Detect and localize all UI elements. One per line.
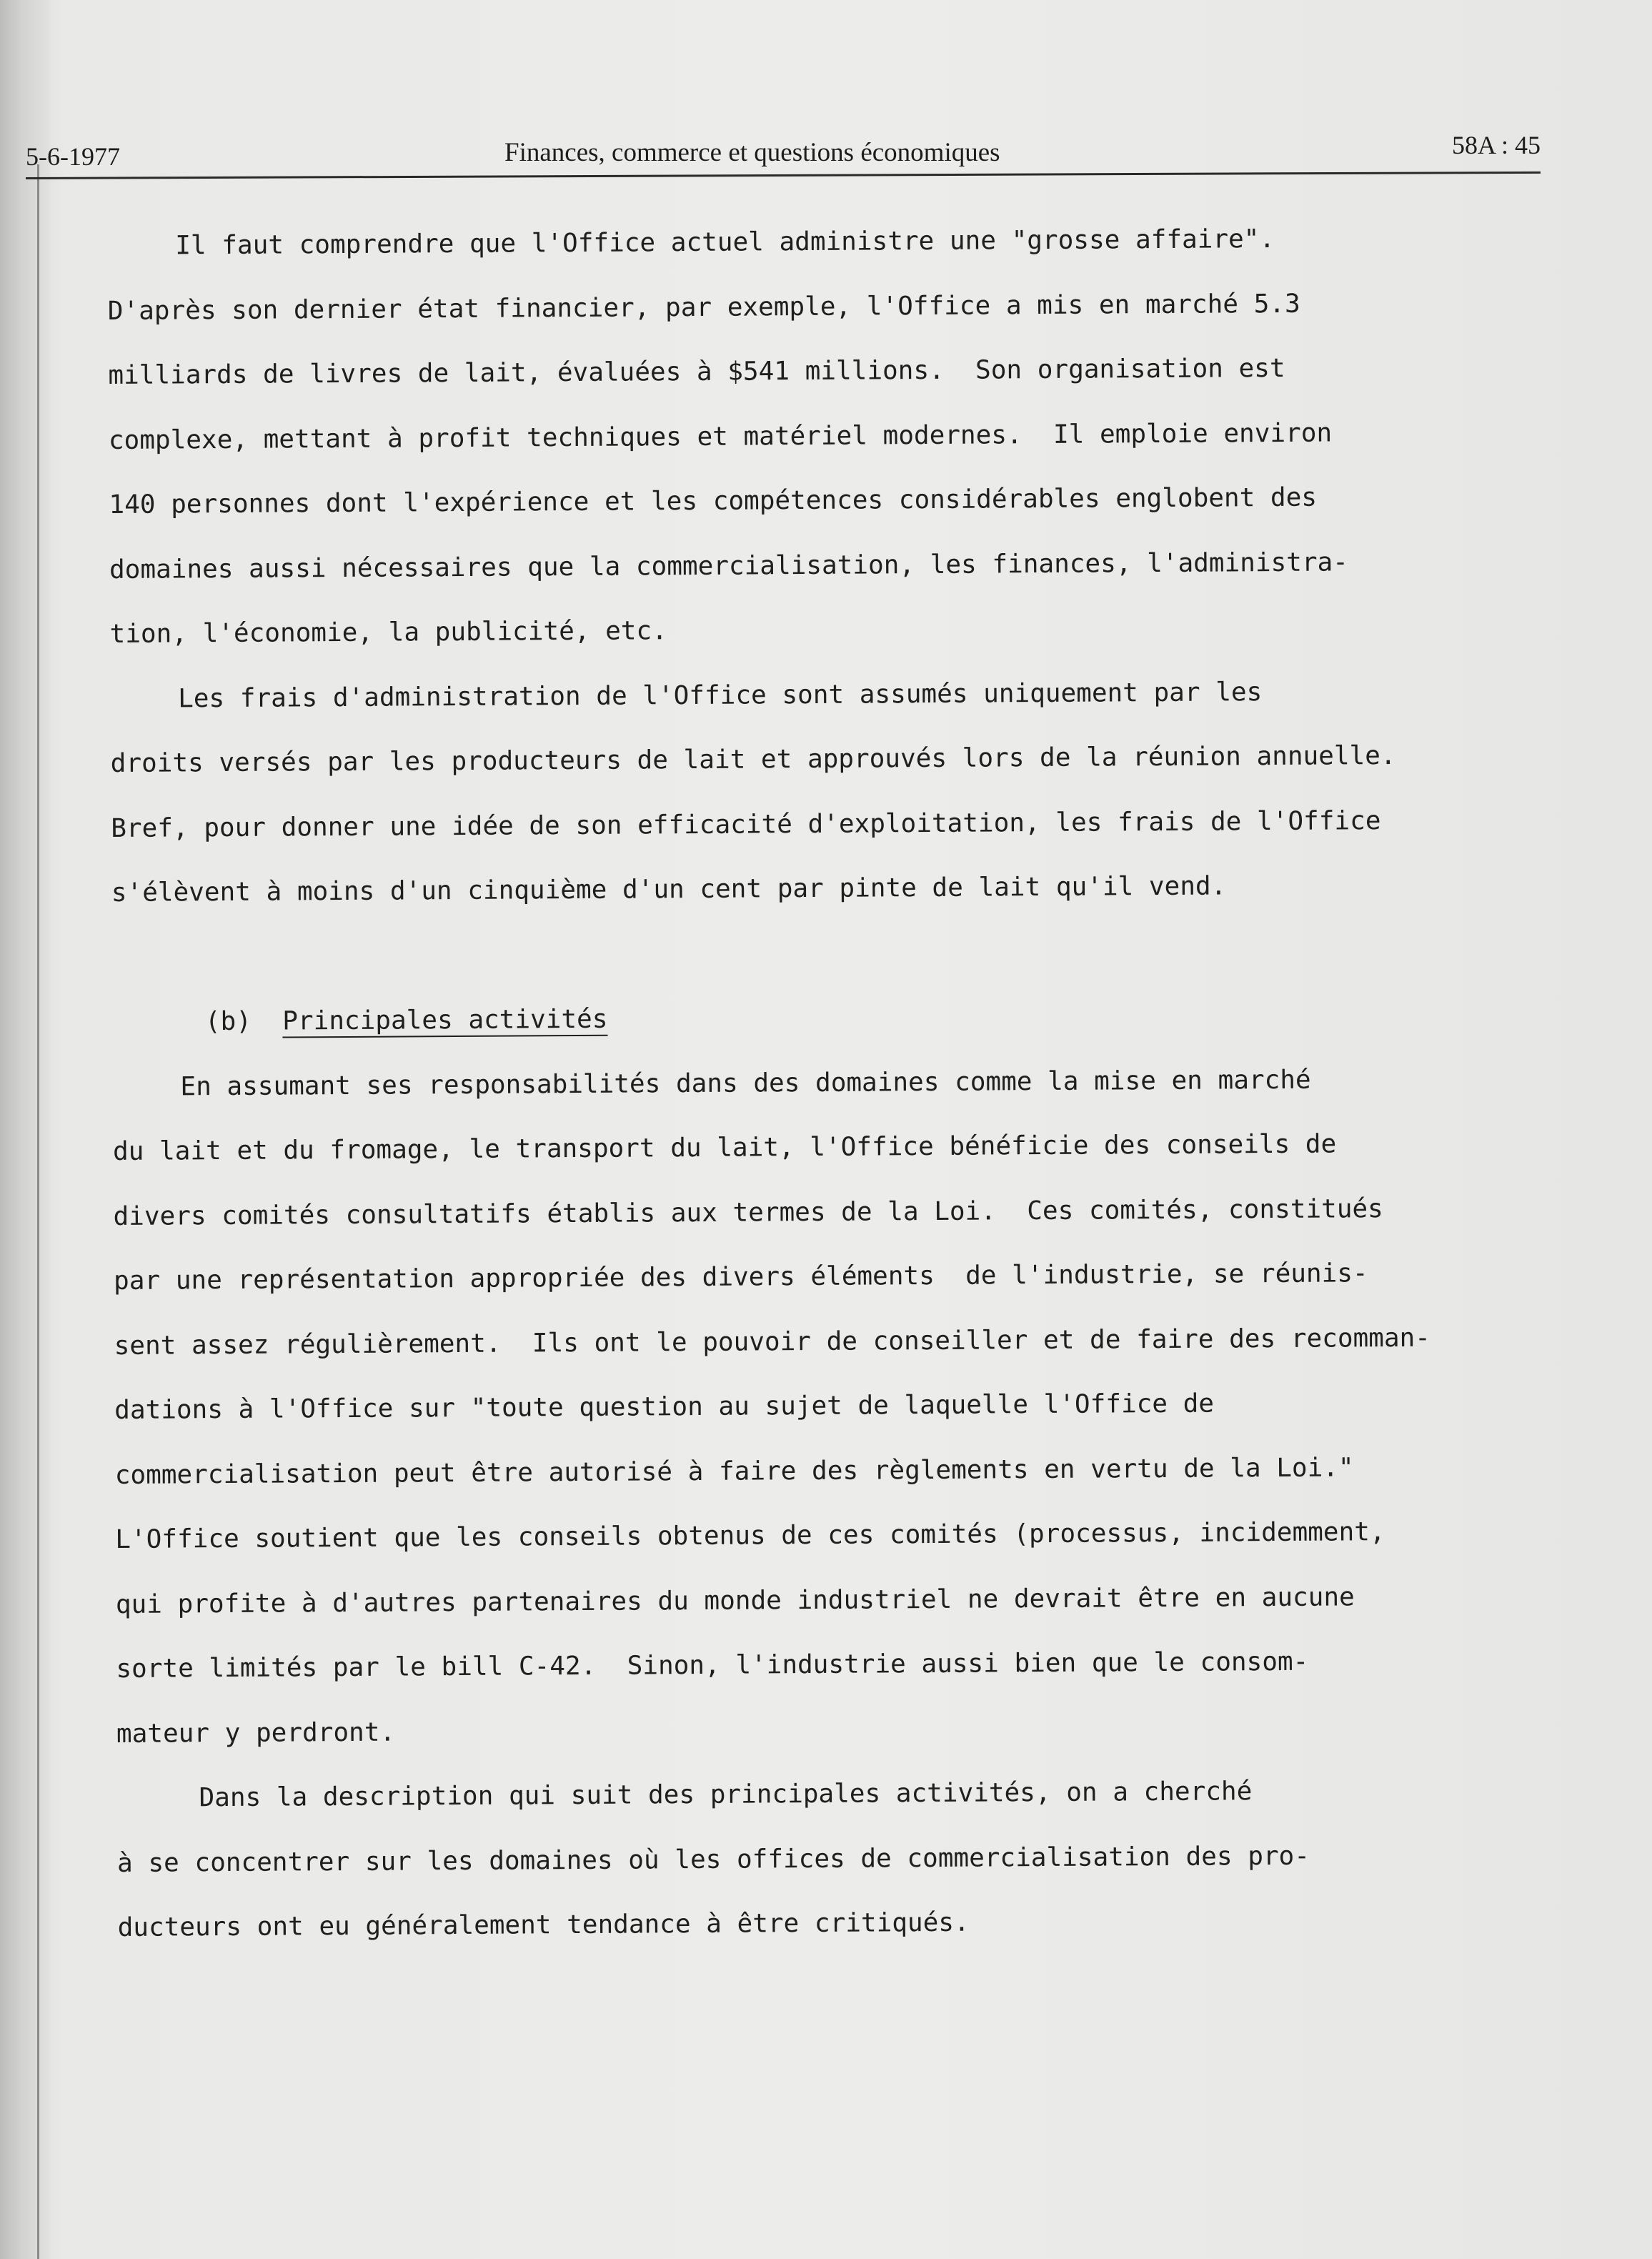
paragraph-line: D'après son dernier état financier, par exemple, l'Office a mis en marché 5.3: [107, 289, 1300, 326]
paragraph-line: Les frais d'administration de l'Office sont assumés uniquement par les: [178, 677, 1263, 713]
paragraph-line: qui profite à d'autres partenaires du monde industriel ne devrait être en aucune: [115, 1582, 1355, 1619]
paragraph-line: commercialisation peut être autorisé à faire des règlements en vertu de la Loi.": [114, 1452, 1354, 1490]
paragraph-line: Dans la description qui suit des principales activités, on a cherché: [199, 1777, 1253, 1813]
paragraph-line: dations à l'Office sur "toute question au sujet de laquelle l'Office de: [114, 1389, 1215, 1425]
header-title: Finances, commerce et questions économiques: [504, 138, 1000, 167]
paragraph-line: L'Office soutient que les conseils obtenus de ces comités (processus, incidemment,: [115, 1517, 1385, 1554]
blank-line: [111, 917, 1541, 991]
binding-spine: [0, 0, 50, 2259]
paragraph-line: ducteurs ont eu généralement tendance à être critiqués.: [117, 1907, 970, 1942]
page-header: [26, 129, 1541, 179]
paragraph-line: divers comités consultatifs établis aux termes de la Loi. Ces comités, constitués: [113, 1193, 1383, 1231]
paragraph-line: 140 personnes dont l'expérience et les compétences considérables englobent des: [109, 482, 1318, 520]
section-label: (b): [204, 1006, 252, 1037]
document-body: [107, 206, 1547, 1961]
paragraph-line: En assumant ses responsabilités dans des domaines comme la mise en marché: [180, 1065, 1311, 1101]
header-page-number: 58A : 45: [1451, 131, 1541, 159]
paragraph-line: s'élèvent à moins d'un cinquième d'un cent par pinte de lait qu'il vend.: [111, 871, 1227, 908]
paragraph-line: Il faut comprendre que l'Office actuel administre une "grosse affaire".: [175, 224, 1275, 261]
paragraph-line: du lait et du fromage, le transport du lait, l'Office bénéficie des conseils de: [112, 1129, 1337, 1166]
section-heading: [112, 982, 1542, 1056]
header-date: 5-6-1977: [26, 142, 120, 171]
section-title: Principales activités: [282, 1004, 608, 1036]
paragraph-line: par une représentation appropriée des divers éléments de l'industrie, se réunis-: [113, 1258, 1368, 1296]
paragraph-line: complexe, mettant à profit techniques et matériel modernes. Il emploie environ: [108, 418, 1333, 455]
paragraph-line: milliards de livres de lait, évaluées à $541 millions. Son organisation est: [108, 353, 1285, 390]
paragraph-line: à se concentrer sur les domaines où les offices de commercialisation des pro-: [116, 1841, 1310, 1878]
paragraph-line: domaines aussi nécessaires que la commercialisation, les finances, l'administra-: [109, 547, 1349, 585]
paragraph-line: droits versés par les producteurs de lait et approuvés lors de la réunion annuelle.: [110, 740, 1396, 778]
margin-rule: [37, 164, 39, 2259]
paragraph-line: Bref, pour donner une idée de son efficacité d'exploitation, les frais de l'Office: [111, 805, 1381, 843]
paragraph-line: tion, l'économie, la publicité, etc.: [109, 616, 667, 649]
paragraph-line: sent assez régulièrement. Ils ont le pouvoir de conseiller et de faire des recomman-: [114, 1323, 1431, 1361]
paragraph-line: mateur y perdront.: [116, 1717, 396, 1749]
paragraph-line: sorte limités par le bill C-42. Sinon, l'industrie aussi bien que le consom-: [116, 1647, 1309, 1684]
